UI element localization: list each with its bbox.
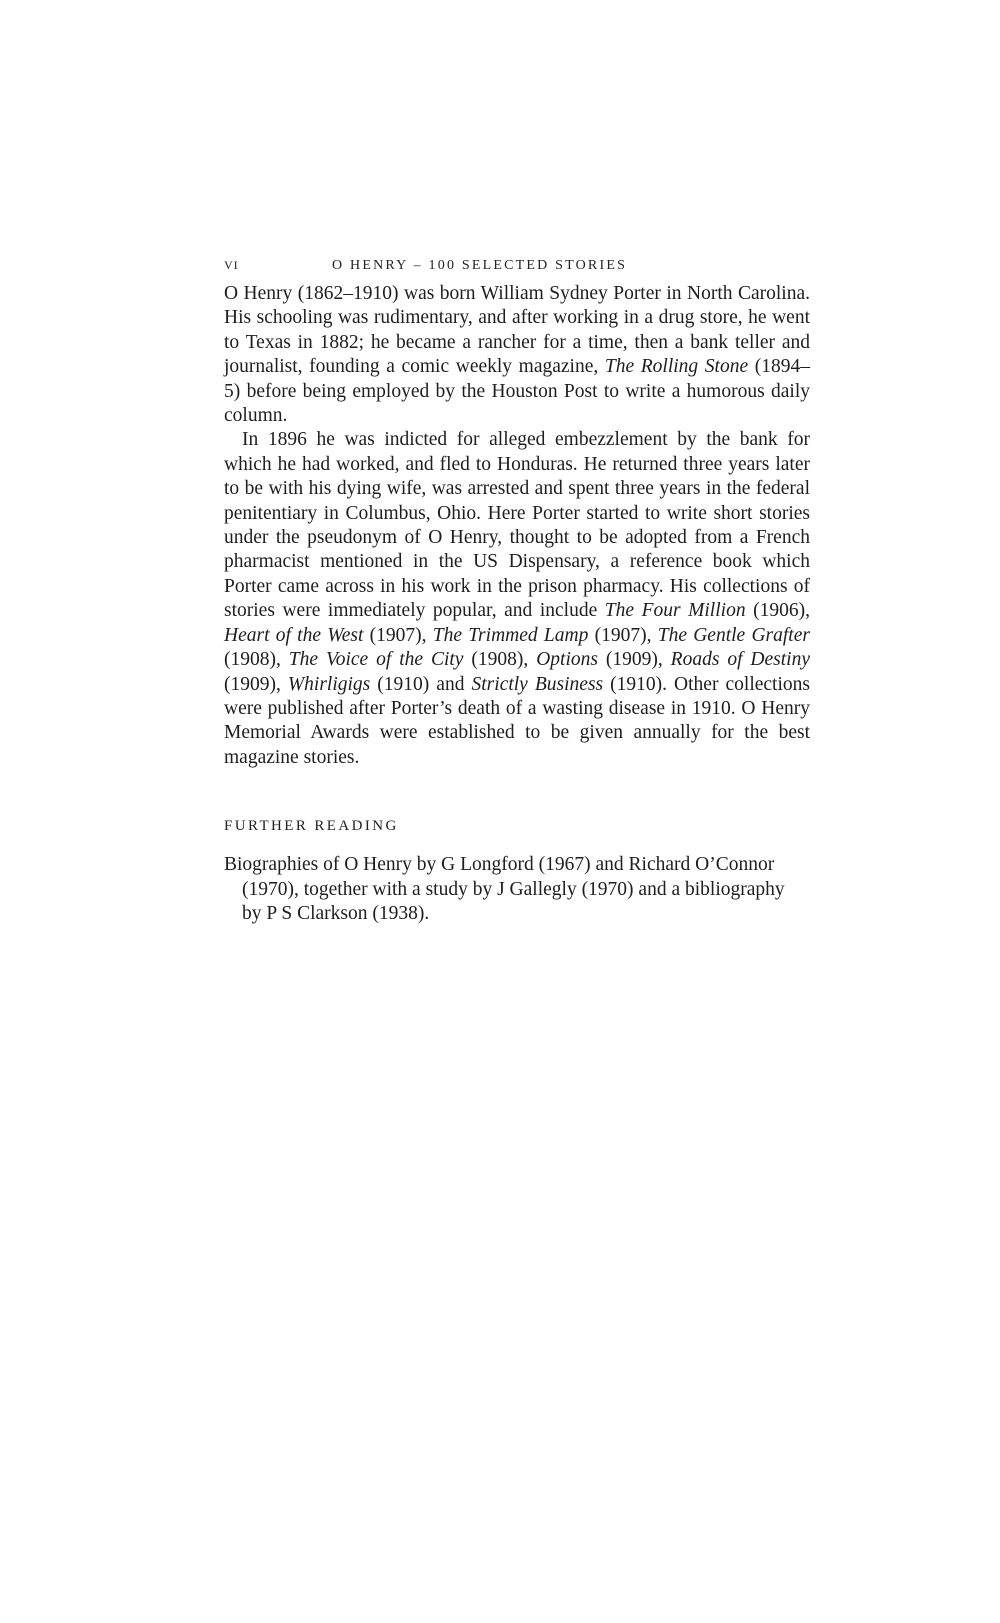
biography-paragraph-2: In 1896 he was indicted for alleged embezzlement by the bank for which he had worked, and fled to Honduras. He returned three years later to be with his dying wife, was arrested and spent three years in the federal penitentiary in Columbus, Ohio. Here Porter started to write short stories under the pseudonym of O Henry, thought to be adopted from a French pharmacist mentioned in the US Dispensary, a reference book which Porter came across in his work in the prison pharmacy. His collections of stories were immediately popular, and include The Four Million (1906), Heart of the West (1907), The Trimmed Lamp (1907), The Gentle Grafter (1908), The Voice of the City (1908), Options (1909), Roads of Destiny (1909), Whirligigs (1910) and Strictly Business (1910). Other collections were published after Porter’s death of a wasting disease in 1910. O Henry Memorial Awards were established to be given annually for the best magazine stories. — [224, 429, 811, 768]
further-reading-entry: Biographies of O Henry by G Longford (1967) and Richard O’Connor (1970), together with a study by J Gallegly (1970) and a bibliography by P S Clarkson (1938). — [224, 854, 785, 924]
book-title: The Gentle Grafter — [657, 624, 810, 646]
book-title: The Four Million — [604, 600, 746, 622]
book-title: Strictly Business — [471, 673, 604, 695]
running-title: O HENRY – 100 SELECTED STORIES — [332, 258, 628, 273]
book-title: The Voice of the City — [288, 649, 464, 671]
book-title: The Trimmed Lamp — [432, 624, 589, 646]
book-title: The Rolling Stone — [604, 356, 749, 378]
book-title: Whirligigs — [287, 673, 371, 695]
book-title: Options — [536, 649, 598, 671]
author-biography — [224, 282, 810, 770]
book-title: Roads of Destiny — [670, 649, 811, 671]
biography-paragraph-1: O Henry (1862–1910) was born William Sydney Porter in North Carolina. His schooling was rudimentary, and after working in a drug store, he went to Texas in 1882; he became a rancher for a time, then a bank teller and journalist, founding a comic weekly magazine, The Rolling Stone (1894–5) before being employed by the Houston Post to write a humorous daily column. — [224, 283, 810, 427]
running-head — [224, 258, 810, 282]
book-title: Heart of the West — [224, 624, 364, 646]
book-page — [224, 258, 810, 926]
further-reading-heading: FURTHER READING — [224, 818, 399, 835]
page-number: VI — [224, 258, 239, 272]
